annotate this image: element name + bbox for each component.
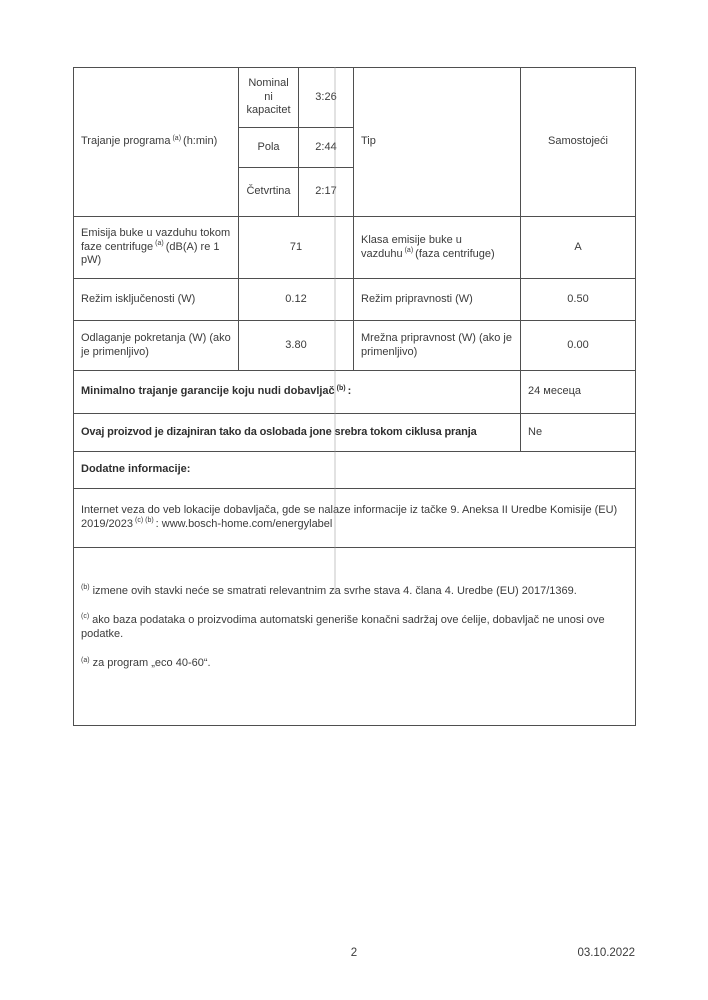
footnote-c-text: ako baza podataka o proizvodima automatski generiše konačni sadržaj ove ćelije, dobavljač ne unosi ove podatke. [81, 614, 605, 641]
capacity-half-value: 2:44 [299, 128, 354, 168]
additional-info-label: Dodatne informacije: [74, 452, 636, 489]
delay-start-value: 3.80 [239, 321, 354, 371]
off-mode-label: Režim isključenosti (W) [74, 279, 239, 321]
table-row-additional-info [74, 452, 636, 489]
noise-class-label [354, 217, 521, 279]
footnote-c [81, 613, 628, 641]
table-row-warranty [74, 371, 636, 414]
network-standby-label: Mrežna pripravnost (W) (ako je primenljivo) [354, 321, 521, 371]
footnote-marker-a: (a) [404, 246, 414, 254]
weblink-text-pre: Internet veza do veb lokacije dobavljača, gde se nalaze informacije iz tačke 9. Aneksa II Uredbe Komisije (EU) 2019/2023 [81, 504, 618, 530]
footnote-b [81, 584, 628, 598]
capacity-nominal-label: Nominalni kapacitet [239, 68, 299, 128]
noise-class-label-text: Klasa emisije buke u vazduhu [361, 233, 462, 260]
capacity-half-label: Pola [239, 128, 299, 168]
program-duration-label-text: Trajanje programa [81, 135, 171, 148]
footnote-marker-b: (b) [336, 384, 346, 392]
page-number: 2 [350, 947, 358, 959]
page-footer [73, 947, 635, 959]
footnote-b-marker: (b) [81, 584, 90, 592]
noise-emission-label-unit: (dB(A) re 1 pW) [81, 240, 220, 267]
warranty-value: 24 месеца [521, 371, 636, 414]
table-row-delay-network [74, 321, 636, 371]
noise-emission-label [74, 217, 239, 279]
silver-ions-label: Ovaj proizvod je dizajniran tako da oslobada jone srebra tokom ciklusa pranja [74, 414, 521, 452]
capacity-quarter-value: 2:17 [299, 168, 354, 217]
product-info-table [73, 67, 636, 726]
table-row-noise [74, 217, 636, 279]
footnote-marker-a: (a) [172, 134, 182, 142]
noise-emission-label-text: Emisija buke u vazduhu tokom faze centrifuge [81, 227, 231, 253]
footnote-a-text: za program „eco 40-60“. [92, 657, 211, 670]
table-row-weblink [74, 489, 636, 548]
footnote-c-marker: (c) [81, 613, 90, 621]
capacity-nominal-value: 3:26 [299, 68, 354, 128]
warranty-label [74, 371, 521, 414]
weblink-text [74, 489, 636, 548]
footnotes-cell [74, 548, 636, 726]
noise-class-value: A [521, 217, 636, 279]
footnote-marker-a: (a) [155, 240, 164, 248]
noise-class-label-suffix: (faza centrifuge) [415, 247, 495, 260]
type-value: Samostojeći [521, 68, 636, 217]
table-row-duration-nominal [74, 68, 636, 128]
off-mode-value: 0.12 [239, 279, 354, 321]
footnote-marker-cb: (c) (b) [135, 517, 154, 525]
noise-emission-value: 71 [239, 217, 354, 279]
warranty-label-text: Minimalno trajanje garancije koju nudi dobavljač [81, 385, 335, 398]
table-row-power-modes [74, 279, 636, 321]
delay-start-label: Odlaganje pokretanja (W) (ako je primenljivo) [74, 321, 239, 371]
weblink-url: : www.bosch-home.com/energylabel [155, 518, 333, 530]
table-row-silver-ions [74, 414, 636, 452]
type-label: Tip [354, 68, 521, 217]
program-duration-label [74, 68, 239, 217]
footnote-a-marker: (a) [81, 656, 90, 664]
silver-ions-value: Ne [521, 414, 636, 452]
footnote-b-text: izmene ovih stavki neće se smatrati relevantnim za svrhe stava 4. člana 4. Uredbe (EU) 2017/1369. [92, 585, 577, 597]
footnote-a [81, 656, 628, 670]
standby-value: 0.50 [521, 279, 636, 321]
network-standby-value: 0.00 [521, 321, 636, 371]
standby-label: Režim pripravnosti (W) [354, 279, 521, 321]
footer-date: 03.10.2022 [577, 947, 635, 959]
program-duration-label-unit: (h:min) [183, 135, 218, 148]
warranty-label-colon: : [347, 385, 352, 398]
table-row-footnotes [74, 548, 636, 726]
capacity-quarter-label: Četvrtina [239, 168, 299, 217]
